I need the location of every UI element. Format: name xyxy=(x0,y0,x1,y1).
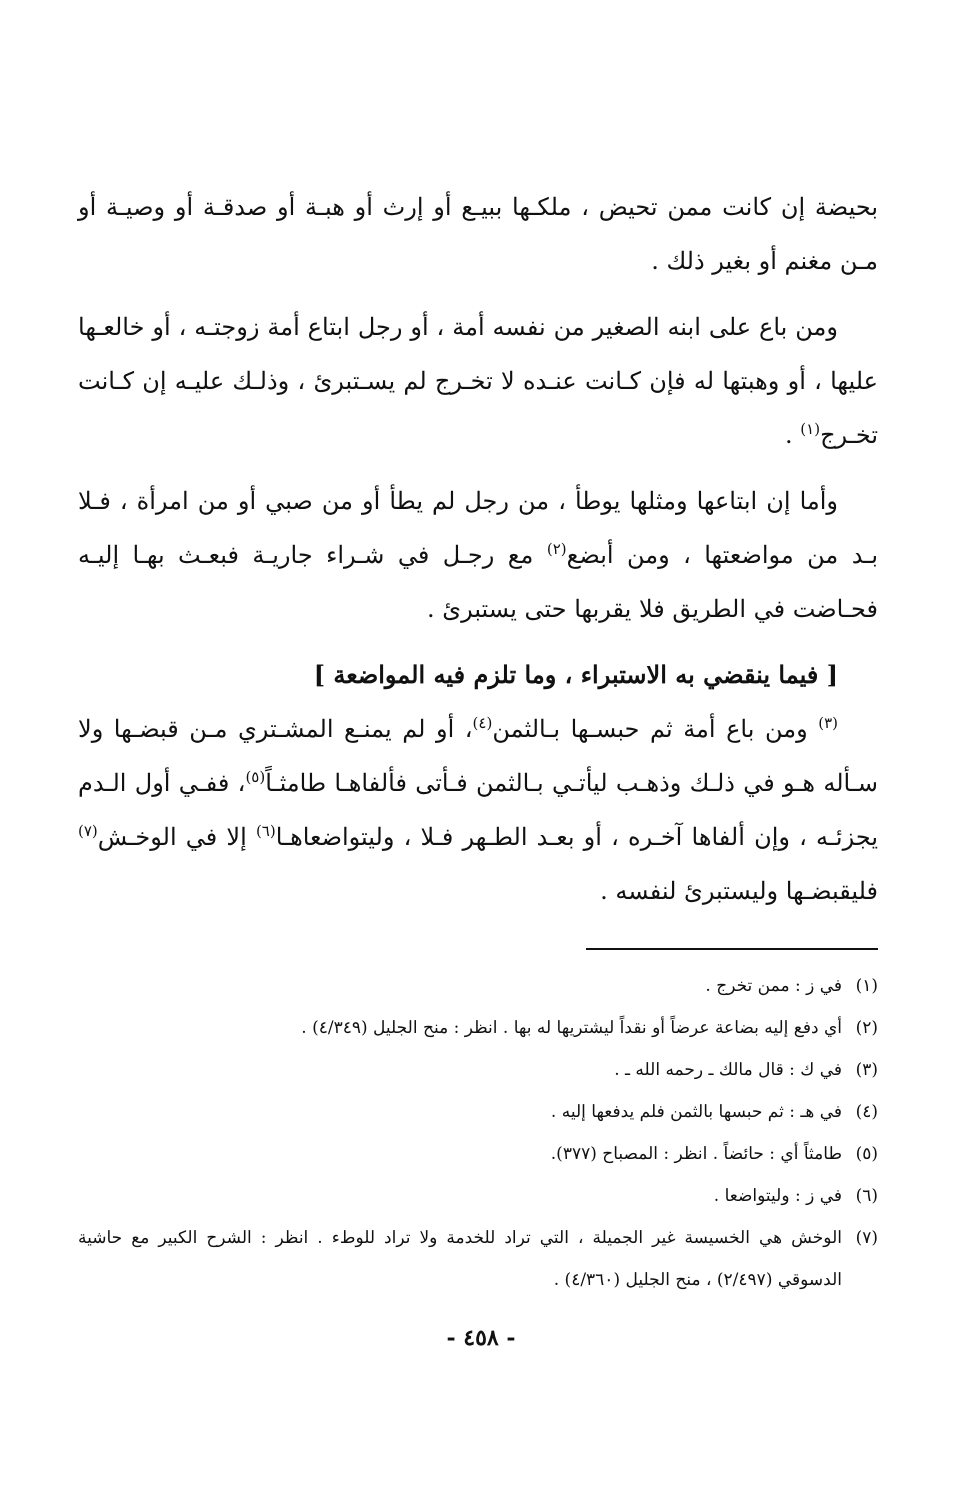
footnotes xyxy=(78,965,878,1301)
footnote-number: (٥) xyxy=(855,1144,878,1164)
footnote-number: (٢) xyxy=(855,1018,878,1038)
footnote-ref-1: (١) xyxy=(800,420,821,438)
footnote-text: أي دفع إليه بضاعة عرضاً أو نقداً ليشتريها له بها . انظر : منح الجليل (٤/٣٤٩) . xyxy=(301,1018,842,1038)
paragraph-2 xyxy=(78,300,878,462)
footnote-item xyxy=(78,1091,878,1133)
footnote-item xyxy=(78,1175,878,1217)
footnote-ref-6: (٦) xyxy=(255,822,276,840)
footnote-ref-3: (٣) xyxy=(818,714,838,732)
paragraph-4-text-a: ومن باع أمة ثم حبسـها بـالثمن xyxy=(492,715,819,743)
paragraph-4 xyxy=(78,702,878,918)
paragraph-3-text-a: وأما إن ابتاعها ومثلها يوطأ ، من رجل لم يطأ أو من صبي أو من امرأة ، فـلا بـد من مواضعتها ، ومن أبضع xyxy=(78,487,879,569)
footnote-text: في هـ : ثم حبسها بالثمن فلم يدفعها إليه . xyxy=(550,1102,842,1122)
page-number: - ٤٥٨ - xyxy=(446,1325,516,1351)
footnote-item xyxy=(78,965,878,1007)
paragraph-3 xyxy=(78,474,878,636)
footnote-divider xyxy=(586,948,878,950)
footnote-text: الوخش هي الخسيسة غير الجميلة ، التي تراد للخدمة ولا تراد للوطء . انظر : الشرح الكبير مع حاشية الدسوقي (٢/٤٩٧) ، منح الجليل (٤/٣٦٠) . xyxy=(78,1228,842,1290)
paragraph-4-text-e: فليقبضـها وليستبرئ لنفسه . xyxy=(600,877,878,905)
paragraph-2-text: ومن باع على ابنه الصغير من نفسه أمة ، أو رجل ابتاع أمة زوجتـه ، أو خالعـها عليها ، أو وهبتها له فإن كـانت عنـده لا تخـرج لم يسـتبرئ ، وذلـك عليـه إن كـانت تخـرج xyxy=(78,313,878,449)
footnote-text: في ز : ممن تخرج . xyxy=(705,976,842,996)
paragraph-4-text-c: ، ففـي أول الـدم يجزئـه ، وإن ألفاها آخـره ، أو بعـد الطـهر فـلا ، وليتواضعاهـا xyxy=(78,769,879,851)
footnote-number: (٦) xyxy=(855,1186,878,1206)
footnote-ref-7: (٧) xyxy=(78,822,98,840)
paragraph-1 xyxy=(78,180,878,288)
paragraph-2-end: . xyxy=(785,421,801,449)
paragraph-4-text-d: إلا في الوخـش xyxy=(97,823,256,851)
footnote-item xyxy=(78,1007,878,1049)
footnote-item xyxy=(78,1049,878,1091)
footnote-number: (٣) xyxy=(855,1060,878,1080)
footnote-text: في ز : وليتواضعا . xyxy=(713,1186,842,1206)
main-text xyxy=(78,180,878,930)
footnote-item xyxy=(78,1217,878,1301)
paragraph-3-text-b: مع رجـل في شـراء جاريـة فبعـث بهـا إليـه فحـاضت في الطريق فلا يقربها حتى يستبرئ . xyxy=(78,541,878,623)
footnote-ref-2: (٢) xyxy=(546,540,567,558)
footnote-number: (٧) xyxy=(855,1228,878,1248)
footnote-text: في ك : قال مالك ـ رحمه الله ـ . xyxy=(614,1060,842,1080)
paragraph-4-text-b: ، أو لم يمنـع المشـتري مـن قبضـها ولا سـأله هـو في ذلـك وذهـب ليأتـي بـالثمن فـأتى فألفاهـا طامثـاً xyxy=(78,715,879,797)
paragraph-1-text: بحيضة إن كانت ممن تحيض ، ملكـها ببيـع أو إرث أو هبـة أو صدقـة أو وصيـة أو مـن مغنم أو بغير ذلك . xyxy=(78,193,878,275)
footnote-item xyxy=(78,1133,878,1175)
footnote-ref-5: (٥) xyxy=(245,768,266,786)
footnote-text: طامثاً أي : حائضاً . انظر : المصباح (٣٧٧). xyxy=(550,1144,842,1164)
footnote-ref-4: (٤) xyxy=(472,714,493,732)
footnote-number: (٤) xyxy=(855,1102,878,1122)
section-heading: [ فيما ينقضي به الاستبراء ، وما تلزم فيه المواضعة ] xyxy=(313,660,838,689)
footnote-number: (١) xyxy=(855,976,878,996)
